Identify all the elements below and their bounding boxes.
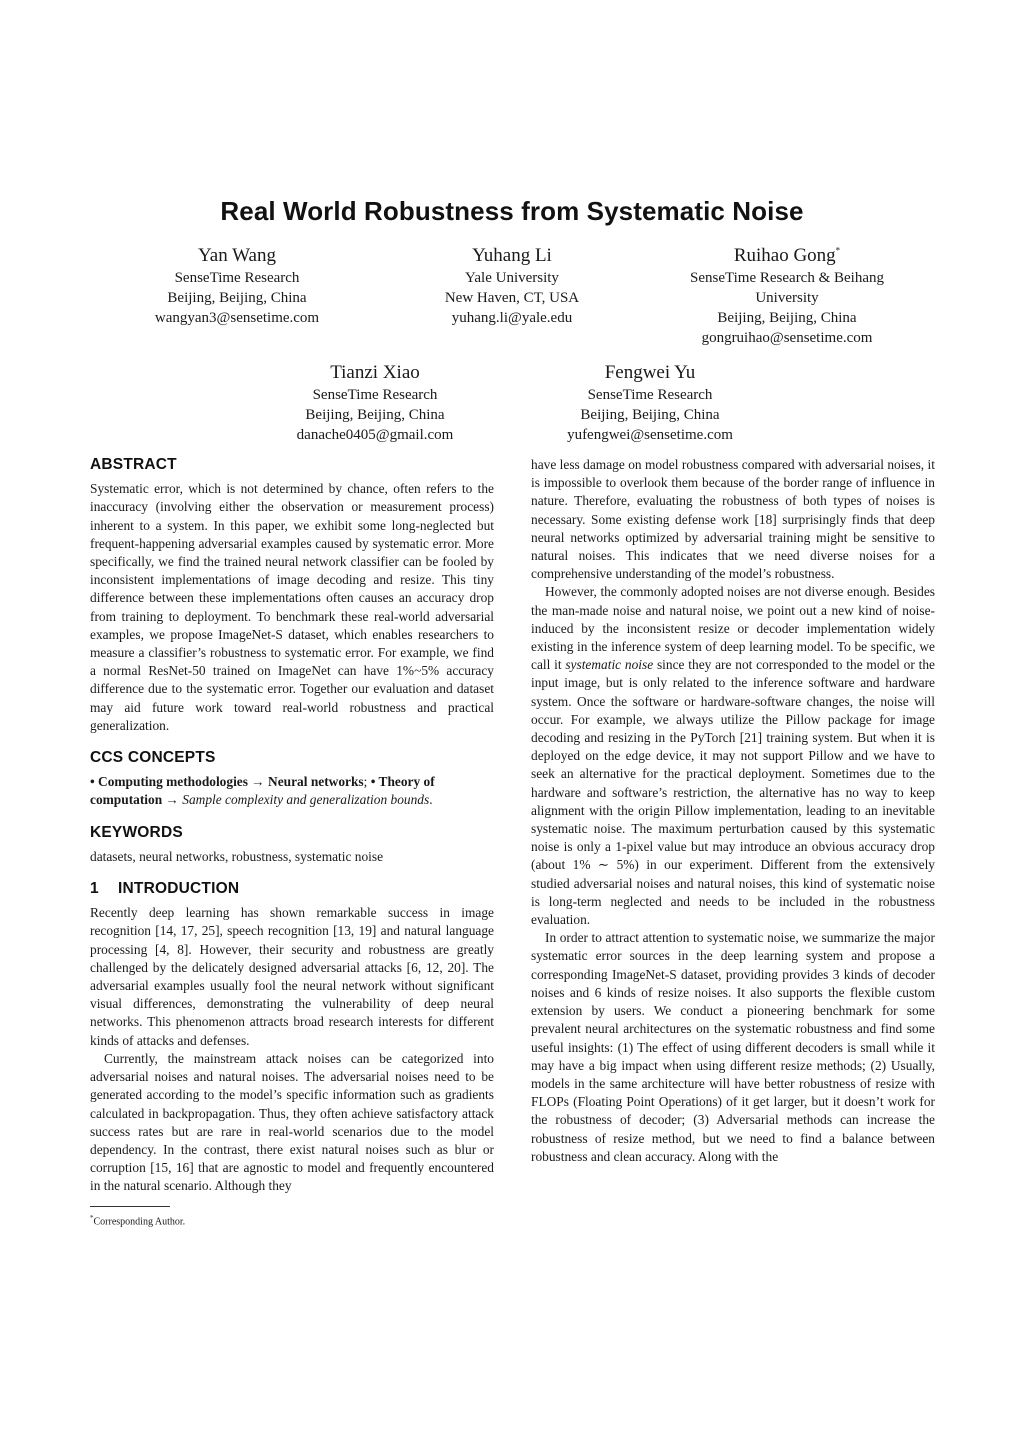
author-location: Beijing, Beijing, China — [717, 310, 857, 326]
paper-title: Real World Robustness from Systematic Noise — [220, 196, 804, 226]
author-name: Ruihao Gong* — [733, 245, 841, 266]
ccs-target-2: Sample complexity and generalization bounds — [182, 792, 430, 808]
section-number: 1 — [90, 880, 99, 898]
author-affiliation: SenseTime Research & Beihang — [690, 270, 884, 286]
author-block-5 — [530, 361, 770, 445]
ccs-term-1: • Computing methodologies — [90, 774, 248, 790]
author-email: yuhang.li@yale.edu — [451, 310, 573, 326]
author-name: Tianzi Xiao — [330, 362, 420, 383]
abstract-text: Systematic error, which is not determined by chance, often refers to the inaccuracy (involving either the observation or measurement process) inherent to a system. In this paper, we exhibit some long-neglected but frequent-happening adversarial examples caused by systematic error. More specifically, we find the trained neural network classifier can be fooled by inconsistent implementations of image decoding and resize. This tiny difference between these implementations often causes an accuracy drop from training to deployment. To benchmark these real-world adversarial examples, we propose ImageNet-S dataset, which enables researchers to measure a classifier’s robustness to systematic error. For example, we find a normal ResNet-50 trained on ImageNet can have 1%~5% accuracy difference due to the systematic error. Together our evaluation and dataset may aid future work toward real-world robustness and practical generalization. — [90, 481, 494, 733]
ccs-term-2: • Theory of computation — [90, 774, 435, 808]
author-location: New Haven, CT, USA — [444, 290, 580, 306]
author-name: Yan Wang — [197, 245, 276, 266]
introduction-heading: 1 INTRODUCTION — [90, 880, 240, 898]
intro-paragraph-2-cont: have less damage on model robustness compared with adversarial noises, it is impossible to overlook them because of the border range of influence in nature. Therefore, evaluating the robustness of both types of noises is necessary. Some existing defense work [18] surprisingly finds that deep neural networks optimized by adversarial training might be sensitive to natural noises. This indicates that we need diverse noises for a comprehensive understanding of the model’s robustness. — [531, 457, 935, 582]
keywords-text: datasets, neural networks, robustness, systematic noise — [90, 848, 384, 864]
author-location: Beijing, Beijing, China — [305, 407, 445, 423]
author-email: gongruihao@sensetime.com — [701, 330, 873, 346]
author-affiliation: SenseTime Research — [312, 387, 438, 403]
corresponding-mark: * — [835, 245, 841, 256]
abstract-heading: ABSTRACT — [90, 456, 177, 473]
author-block-2 — [392, 244, 632, 328]
ccs-heading: CCS CONCEPTS — [90, 749, 216, 767]
author-block-3 — [667, 244, 907, 348]
author-location: Beijing, Beijing, China — [580, 407, 720, 423]
author-block-1 — [117, 244, 357, 328]
author-email: wangyan3@sensetime.com — [154, 310, 320, 326]
author-affiliation: SenseTime Research — [587, 387, 713, 403]
author-affiliation: Yale University — [465, 270, 559, 286]
intro-paragraph-3: However, the commonly adopted noises are not diverse enough. Besides the man-made noise and natural noise, we point out a new kind of noise-induced by the inconsistent resize or decoder implementation widely existing in the inference system of deep learning model. To be specific, we call it systematic noise since they are not corresponded to the model or the input image, but is only related to the inference software and hardware system. Once the software or hardware-software changes, the noise will occur. For example, we always utilize the Pillow package for image decoding and resizing in the PyTorch [21] training system. But when it is deployed on the edge device, it may not support Pillow and we have to seek an alternative for the practical deployment. Sometimes due to the hardware and software’s restriction, the alternative has no way to keep alignment with the origin Pillow implementation, leading to an inevitable systematic noise. The maximum perturbation caused by this systematic noise is only a 1-pixel value but may introduce an obvious accuracy drop (about 1% ∼ 5%) in our experiment. Different from the extensively studied adversarial noises and natural noises, this kind of systematic noise is long-term neglected and needs to be included in the robustness evaluation. — [531, 584, 935, 928]
author-location: Beijing, Beijing, China — [167, 290, 307, 306]
intro-paragraph-4: In order to attract attention to systematic noise, we summarize the major systematic error sources in the deep learning system and propose a corresponding ImageNet-S dataset, providing provides 3 kinds of decoder noises and 6 kinds of resize noises. It also supports the flexible custom extension by users. We conduct a pioneering benchmark for some prevalent neural architectures on the systematic robustness and find some useful insights: (1) The effect of using different decoders is small while it may have a big impact when using different resize methods; (2) Usually, models in the same architecture will have better robustness of resize with FLOPs (Floating Point Operations) of it get larger, but it doesn’t work for the robustness of decoder; (3) Adversarial methods can increase the robustness of resize method, but we need to find a balance between robustness and clean accuracy. Along with the — [531, 930, 935, 1164]
ccs-concepts: • Computing methodologies → Neural networks; • Theory of computation → Sample complexity and generalization bounds. — [90, 774, 435, 808]
footnote-rule — [90, 1206, 170, 1207]
footnote: *Corresponding Author. — [90, 1213, 186, 1227]
author-name: Fengwei Yu — [604, 362, 696, 383]
left-column — [90, 456, 494, 1229]
author-email: danache0405@gmail.com — [296, 427, 454, 443]
intro-paragraph-2: Currently, the mainstream attack noises can be categorized into adversarial noises and natural noises. The adversarial noises need to be generated according to the model’s specific information such as gradients calculated in backpropagation. Thus, they often achieve satisfactory attack success rates but are rare in real-world scenarios due to the model dependency. In the contrast, there exist natural noises such as blur or corruption [15, 16] that are agnostic to model and frequently encountered in the natural scenario. Although they — [90, 1050, 494, 1194]
author-email: yufengwei@sensetime.com — [567, 427, 733, 443]
ccs-target-1: Neural networks — [268, 774, 364, 790]
author-affiliation-cont: University — [755, 290, 819, 306]
author-name: Yuhang Li — [472, 245, 552, 266]
author-block-4 — [255, 361, 495, 445]
emphasis-systematic-noise: systematic noise — [565, 657, 654, 673]
intro-paragraph-1: Recently deep learning has shown remarkable success in image recognition [14, 17, 25], speech recognition [13, 19] and natural language processing [4, 8]. However, their security and robustness are greatly challenged by the delicately designed adversarial attacks [6, 12, 20]. The adversarial examples usually fool the neural network without significant visual differences, demonstrating the vulnerability of deep neural networks. This phenomenon attracts broad research interests for different kinds of attacks and defenses. — [90, 905, 494, 1048]
author-affiliation: SenseTime Research — [174, 270, 300, 286]
right-column — [531, 456, 935, 1166]
keywords-heading: KEYWORDS — [90, 823, 183, 841]
